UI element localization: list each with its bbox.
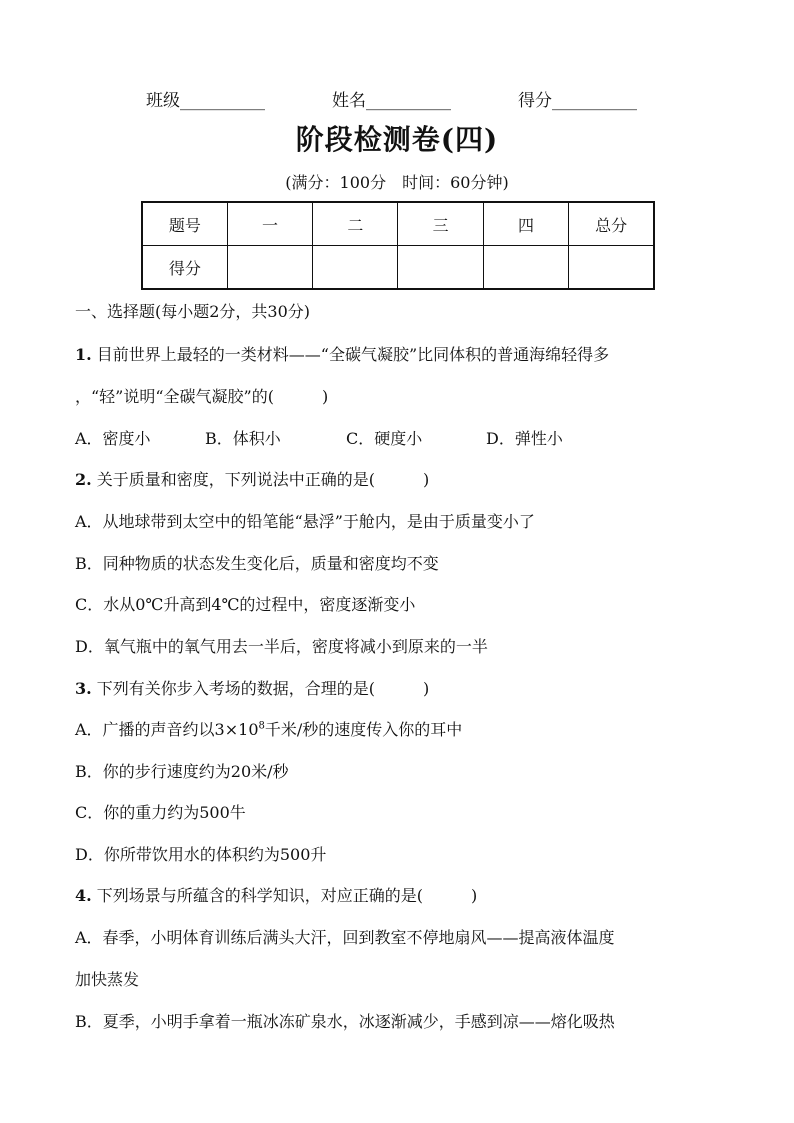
exponent: 8 <box>258 720 265 732</box>
section-heading: 一、选择题(每小题2分，共30分) <box>75 302 311 321</box>
score-table-cell: 总分 <box>569 202 654 246</box>
score-table-cell: 题号 <box>142 202 227 246</box>
question-3-option-c: C．你的重力约为500牛 <box>75 803 246 822</box>
score-table-cell <box>313 246 398 290</box>
question-text: 目前世界上最轻的一类材料——“全碳气凝胶”比同体积的普通海绵轻得多 <box>96 345 610 364</box>
score-table-cell <box>569 246 654 290</box>
question-2-option-a: A．从地球带到太空中的铅笔能“悬浮”于舱内，是由于质量变小了 <box>75 512 535 531</box>
name-field: 姓名__________ <box>332 91 451 111</box>
score-table-cell: 三 <box>398 202 483 246</box>
score-table-cell <box>398 246 483 290</box>
score-table-header-row <box>142 202 654 246</box>
option-text: A．广播的声音约以3×10 <box>75 720 259 739</box>
question-4-option-a-continued: 加快蒸发 <box>75 970 140 989</box>
question-1-option-a: A．密度小 <box>75 429 151 448</box>
score-table-cell <box>483 246 568 290</box>
question-2-stem <box>75 467 429 490</box>
question-number: 4. <box>75 886 92 905</box>
score-table-cell <box>227 246 312 290</box>
question-text: 下列有关你步入考场的数据，合理的是( ) <box>96 679 430 698</box>
page-title: 阶段检测卷(四) <box>295 123 499 156</box>
score-table-score-row <box>142 246 654 290</box>
question-3-stem <box>75 676 429 699</box>
question-text: 下列场景与所蕴含的科学知识，对应正确的是( ) <box>96 886 478 905</box>
score-table-cell: 一 <box>227 202 312 246</box>
score-table <box>141 201 655 290</box>
question-number: 3. <box>75 679 92 698</box>
option-text: 千米/秒的速度传入你的耳中 <box>264 720 463 739</box>
class-field: 班级__________ <box>146 91 265 111</box>
question-4-stem <box>75 883 477 906</box>
question-1-stem <box>75 342 609 365</box>
question-3-option-d: D．你所带饮用水的体积约为500升 <box>75 845 327 864</box>
question-number: 2. <box>75 470 92 489</box>
score-table-cell: 得分 <box>142 246 227 290</box>
question-4-option-a: A．春季，小明体育训练后满头大汗，回到教室不停地扇风——提高液体温度 <box>75 928 615 947</box>
question-2-option-d: D．氧气瓶中的氧气用去一半后，密度将减小到原来的一半 <box>75 637 488 656</box>
question-2-option-c: C．水从0℃升高到4℃的过程中，密度逐渐变小 <box>75 595 416 614</box>
score-field: 得分__________ <box>518 91 637 111</box>
question-1-option-b: B．体积小 <box>205 429 281 448</box>
question-number: 1. <box>75 345 92 364</box>
question-text: 关于质量和密度，下列说法中正确的是( ) <box>96 470 430 489</box>
question-1-stem-continued: ，“轻”说明“全碳气凝胶”的( ) <box>75 387 329 406</box>
question-3-option-b: B．你的步行速度约为20米/秒 <box>75 762 289 781</box>
question-3-option-a <box>75 717 462 740</box>
score-table-cell: 四 <box>483 202 568 246</box>
question-4-option-b: B．夏季，小明手拿着一瓶冰冻矿泉水，冰逐渐减少，手感到凉——熔化吸热 <box>75 1012 615 1031</box>
score-table-cell: 二 <box>313 202 398 246</box>
question-1-option-c: C．硬度小 <box>346 429 423 448</box>
page-subtitle: (满分：100分 时间：60分钟) <box>285 173 509 192</box>
question-1-option-d: D．弹性小 <box>486 429 563 448</box>
question-2-option-b: B．同种物质的状态发生变化后，质量和密度均不变 <box>75 554 439 573</box>
